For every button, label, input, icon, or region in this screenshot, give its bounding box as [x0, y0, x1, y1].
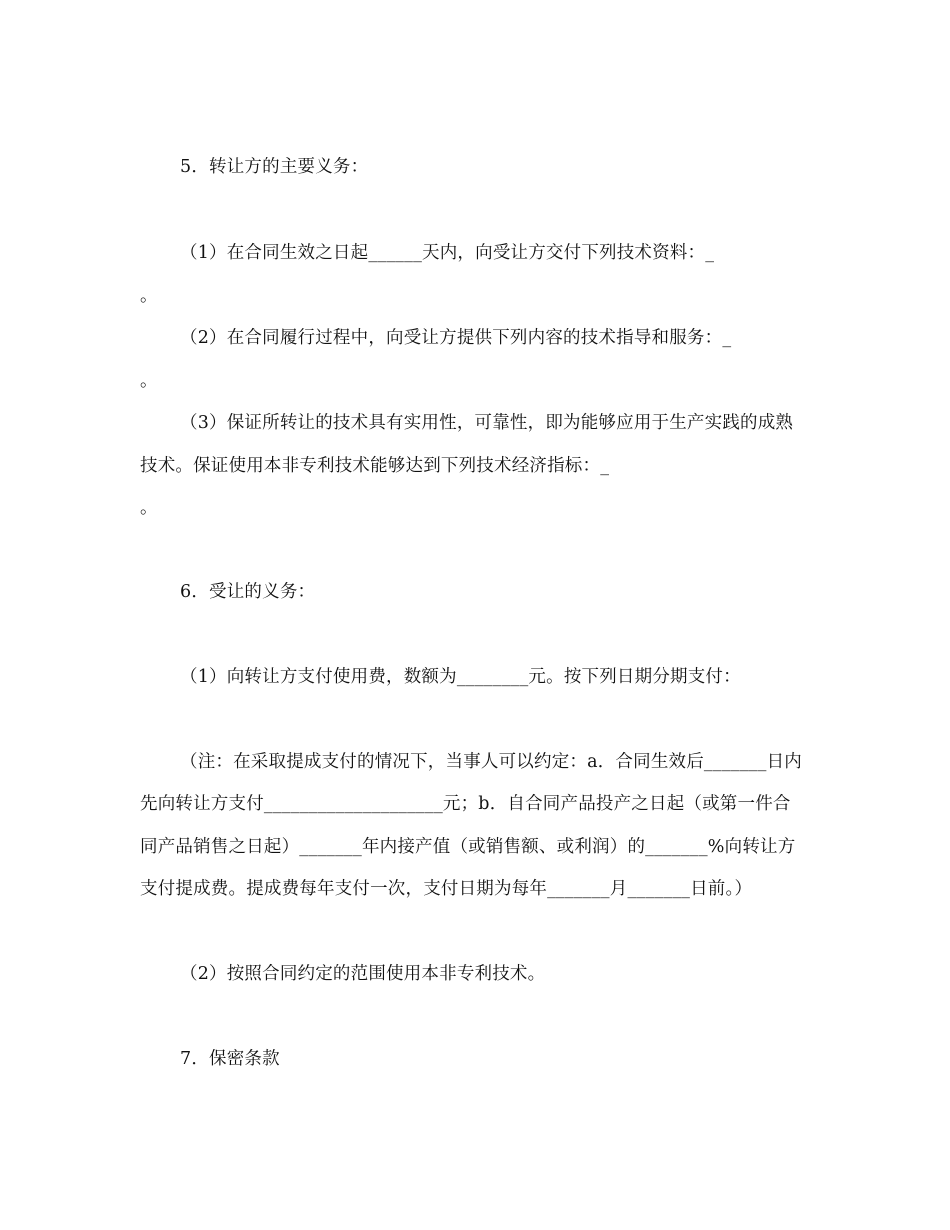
note-line-1: （注：在采取提成支付的情况下，当事人可以约定：a．合同生效后_______日内 [180, 752, 802, 772]
obligation-5-3-end: 。 [140, 498, 158, 518]
obligation-5-1-end: 。 [140, 286, 158, 306]
note-line-4: 支付提成费。提成费每年支付一次，支付日期为每年_______月_______日前。） [140, 879, 753, 899]
note-line-3: 同产品销售之日起）_______年内接产值（或销售额、或利润）的_______%向转让方 [140, 837, 796, 857]
obligation-5-2-end: 。 [140, 371, 158, 391]
section-6-heading: 6．受让的义务： [180, 582, 316, 602]
obligation-5-2: （2）在合同履行过程中，向受让方提供下列内容的技术指导和服务：_ [180, 328, 732, 348]
section-5-heading: 5．转让方的主要义务： [180, 157, 369, 177]
obligation-6-2: （2）按照合同约定的范围使用本非专利技术。 [180, 964, 546, 984]
obligation-5-3-line-2: 技术。保证使用本非专利技术能够达到下列技术经济指标：_ [140, 456, 610, 476]
section-7-heading: 7．保密条款 [180, 1049, 280, 1069]
obligation-6-1: （1）向转让方支付使用费，数额为________元。按下列日期分期支付： [180, 667, 741, 687]
obligation-5-3-line-1: （3）保证所转让的技术具有实用性，可靠性，即为能够应用于生产实践的成熟 [180, 413, 794, 433]
obligation-5-1: （1）在合同生效之日起______天内，向受让方交付下列技术资料：_ [180, 243, 715, 263]
note-line-2: 先向转让方支付____________________元；b．自合同产品投产之日起（或第一件合 [140, 794, 791, 814]
